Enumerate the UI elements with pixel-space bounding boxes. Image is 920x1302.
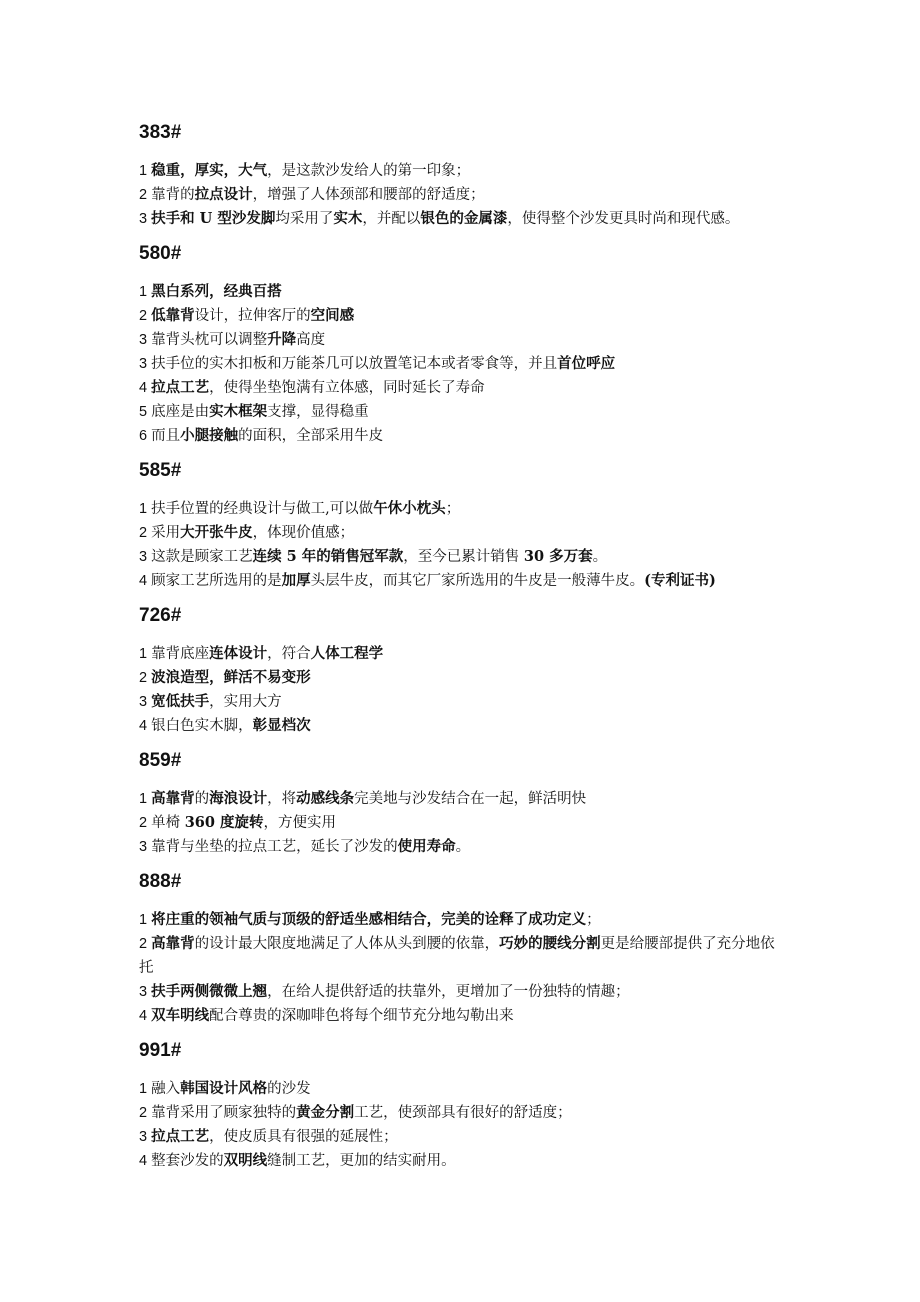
feature-line: [139, 690, 789, 714]
bold-text: 彰显档次: [252, 717, 311, 734]
item-number: 1: [139, 1081, 148, 1097]
body-text: ，使得坐垫饱满有立体感，同时延长了寿命: [209, 380, 485, 396]
bold-text: 360 度旋转: [184, 814, 264, 831]
feature-line: [139, 980, 789, 1004]
item-number: 2: [139, 1105, 148, 1121]
body-text: ；: [586, 912, 601, 928]
item-number: 1: [139, 912, 148, 928]
body-text: 采用: [151, 525, 181, 541]
section-heading: 991#: [139, 1040, 182, 1061]
bold-text: 使用寿命: [397, 838, 456, 855]
body-text: 整套沙发的: [151, 1153, 224, 1169]
item-number: 3: [139, 549, 148, 565]
section-heading: 726#: [139, 605, 182, 626]
bold-text: 波浪造型，鲜活不易变形: [151, 669, 311, 686]
item-number: 3: [139, 984, 148, 1000]
item-number: 4: [139, 1153, 148, 1169]
bold-text: 海浪设计: [209, 790, 268, 807]
product-section: [139, 120, 789, 241]
body-text: 缝制工艺，更加的结实耐用。: [267, 1153, 456, 1169]
bold-text: 黄金分割: [296, 1104, 355, 1121]
body-text: ，使得整个沙发更具时尚和现代感。: [507, 211, 740, 227]
feature-line: [139, 159, 789, 183]
body-text: 扶手位的实木扣板和万能茶几可以放置笔记本或者零食等，并且: [151, 356, 558, 372]
feature-line: [139, 400, 789, 424]
section-gap: [139, 231, 789, 241]
bold-text: 稳重，厚实，大气: [151, 162, 268, 179]
body-text: ，使皮质具有很强的延展性；: [209, 1129, 398, 1145]
item-number: 6: [139, 428, 148, 444]
section-gap: [139, 1173, 789, 1183]
item-number: 3: [139, 1129, 148, 1145]
section-heading: 383#: [139, 122, 182, 143]
feature-line: [139, 424, 789, 448]
body-text: ，实用大方: [209, 694, 282, 710]
bold-text: 双明线: [223, 1152, 268, 1169]
body-text: 底座是由: [151, 404, 210, 420]
body-text: ，增强了人体颈部和腰部的舒适度；: [252, 187, 485, 203]
item-number: 1: [139, 163, 148, 179]
item-number: 4: [139, 1008, 148, 1024]
body-text: 靠背采用了顾家独特的: [151, 1105, 297, 1121]
bold-text: 拉点设计: [194, 186, 253, 203]
bold-text: 小腿接触: [180, 427, 239, 444]
product-section: [139, 869, 789, 1038]
item-number: 1: [139, 284, 148, 300]
bold-text: 高靠背: [151, 790, 195, 807]
bold-text: 动感线条: [296, 790, 355, 807]
section-gap: [139, 593, 789, 603]
bold-text: 黑白系列，经典百搭: [151, 283, 282, 300]
body-text: 单椅: [151, 815, 185, 831]
bold-text: 将庄重的领袖气质与顶级的舒适坐感相结合，完美的诠释了成功定义: [151, 911, 587, 928]
bold-text: 人体工程学: [310, 645, 384, 662]
bold-text: 韩国设计风格: [180, 1080, 268, 1097]
bold-text: 大开张牛皮: [180, 524, 253, 541]
feature-line: [139, 280, 789, 304]
bold-text: 首位呼应: [557, 355, 616, 372]
section-gap: [139, 859, 789, 869]
feature-line: [139, 207, 789, 231]
feature-line: [139, 714, 789, 738]
bold-text: 宽低扶手: [151, 693, 210, 710]
feature-line: [139, 642, 789, 666]
feature-line: [139, 1101, 789, 1125]
body-text: 。: [592, 549, 608, 565]
product-section: [139, 1038, 789, 1183]
feature-line: [139, 183, 789, 207]
feature-line: [139, 352, 789, 376]
item-number: 3: [139, 694, 148, 710]
body-text: ，在给人提供舒适的扶靠外，更增加了一份独特的情趣；: [267, 984, 630, 1000]
body-text: ；: [445, 501, 461, 517]
body-text: 支撑，显得稳重: [267, 404, 369, 420]
feature-line: [139, 521, 789, 545]
bold-text: 巧妙的腰线分割: [499, 935, 601, 952]
body-text: 靠背与坐垫的拉点工艺，延长了沙发的: [151, 839, 398, 855]
body-text: 的沙发: [267, 1081, 311, 1097]
bold-text: 拉点工艺: [151, 1128, 210, 1145]
product-section: [139, 458, 789, 603]
body-text: 融入: [151, 1081, 181, 1097]
body-text: 完美地与沙发结合在一起，鲜活明快: [354, 791, 587, 807]
section-heading: 888#: [139, 871, 182, 892]
body-text: 均采用了: [275, 211, 334, 227]
body-text: 工艺，使颈部具有很好的舒适度；: [354, 1105, 572, 1121]
section-heading: 585#: [139, 460, 182, 481]
bold-text: 银色的金属漆: [420, 210, 508, 227]
item-number: 2: [139, 815, 148, 831]
item-number: 1: [139, 791, 148, 807]
bold-text: 高靠背: [151, 935, 195, 952]
body-text: 的: [194, 791, 210, 807]
bold-text: 扶手两侧微微上翘: [151, 983, 268, 1000]
feature-line: [139, 376, 789, 400]
body-text: 顾家工艺所选用的是: [151, 573, 282, 589]
feature-line: [139, 908, 789, 932]
bold-text: 空间感: [310, 307, 355, 324]
body-text: 设计，拉伸客厅的: [194, 308, 311, 324]
bold-text: 午休小枕头: [373, 500, 446, 517]
body-text: 靠背的: [151, 187, 195, 203]
body-text: 。: [455, 839, 471, 855]
item-number: 2: [139, 308, 148, 324]
product-section: [139, 748, 789, 869]
body-text: ，将: [267, 791, 297, 807]
item-number: 2: [139, 187, 148, 203]
feature-line: [139, 932, 789, 980]
body-text: 靠背底座: [151, 646, 210, 662]
bold-text: 升降: [267, 331, 297, 348]
body-text: 头层牛皮，而其它厂家所选用的牛皮是一般薄牛皮。: [310, 573, 645, 589]
section-gap: [139, 738, 789, 748]
feature-line: [139, 666, 789, 690]
feature-line: [139, 328, 789, 352]
body-text: 银白色实木脚，: [151, 718, 253, 734]
item-number: 3: [139, 332, 148, 348]
item-number: 3: [139, 356, 148, 372]
item-number: 1: [139, 646, 148, 662]
item-number: 2: [139, 936, 148, 952]
body-text: 靠背头枕可以调整: [151, 332, 268, 348]
bold-text: 扶手和 U 型沙发脚: [151, 210, 276, 227]
feature-line: [139, 787, 789, 811]
body-text: ，至今已累计销售: [403, 549, 524, 565]
body-text: 这款是顾家工艺: [151, 549, 253, 565]
feature-line: [139, 835, 789, 859]
body-text: ，并配以: [362, 211, 421, 227]
section-heading: 859#: [139, 750, 182, 771]
body-text: ，方便实用: [263, 815, 337, 831]
body-text: 的设计最大限度地满足了人体从头到腰的依靠，: [194, 936, 500, 952]
feature-line: [139, 811, 789, 835]
body-text: ，符合: [267, 646, 311, 662]
feature-line: [139, 1077, 789, 1101]
item-number: 2: [139, 670, 148, 686]
bold-text: 连续 5 年的销售冠军款: [252, 548, 404, 565]
bold-text: 加厚: [281, 572, 311, 589]
body-text: ，体现价值感；: [252, 525, 355, 541]
feature-line: [139, 497, 789, 521]
item-number: 4: [139, 718, 148, 734]
item-number: 2: [139, 525, 148, 541]
product-section: [139, 241, 789, 458]
body-text: 的面积，全部采用牛皮: [238, 428, 384, 444]
item-number: 5: [139, 404, 148, 420]
body-text: ，是这款沙发给人的第一印象；: [267, 163, 471, 179]
feature-line: [139, 1004, 789, 1028]
section-gap: [139, 1028, 789, 1038]
item-number: 1: [139, 501, 148, 517]
feature-line: [139, 1149, 789, 1173]
item-number: 4: [139, 573, 148, 589]
document-page: [139, 120, 789, 1183]
bold-text: 实木框架: [209, 403, 268, 420]
section-heading: 580#: [139, 243, 182, 264]
body-text: 而且: [151, 428, 181, 444]
feature-line: [139, 569, 789, 593]
body-text: 高度: [296, 332, 326, 348]
item-number: 3: [139, 839, 148, 855]
product-section: [139, 603, 789, 748]
item-number: 3: [139, 211, 148, 227]
item-number: 4: [139, 380, 148, 396]
bold-text: 低靠背: [151, 307, 195, 324]
feature-line: [139, 545, 789, 569]
bold-text: 30 多万套: [523, 548, 593, 565]
bold-text: (专利证书): [644, 572, 716, 589]
bold-text: 实木: [333, 210, 363, 227]
section-gap: [139, 448, 789, 458]
feature-line: [139, 1125, 789, 1149]
bold-text: 连体设计: [209, 645, 268, 662]
body-text: 扶手位置的经典设计与做工,可以做: [151, 501, 374, 517]
body-text: 配合尊贵的深咖啡色将每个细节充分地勾勒出来: [209, 1008, 514, 1024]
bold-text: 双车明线: [151, 1007, 210, 1024]
bold-text: 拉点工艺: [151, 379, 210, 396]
body-text: 更是给腰部提供了充分地依托: [139, 936, 775, 976]
feature-line: [139, 304, 789, 328]
